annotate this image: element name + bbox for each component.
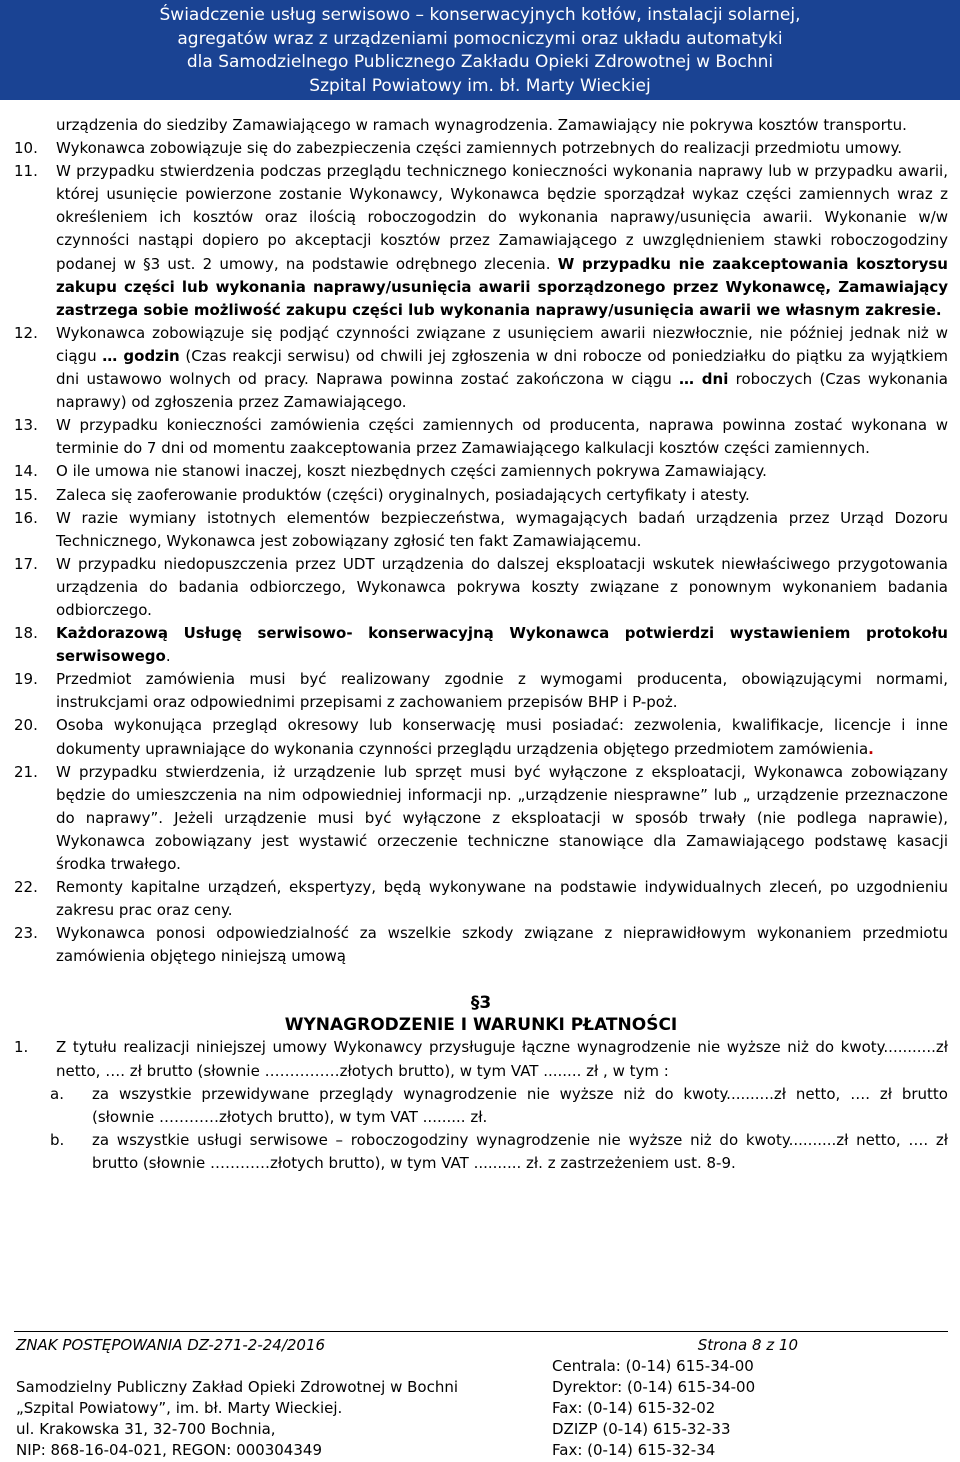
item-text-normal: Wykonawca zobowiązuje się podjąć czynności związane z usunięciem awarii niezwłocznie, nie później jednak niż w ciągu	[56, 323, 948, 365]
item-text	[56, 322, 948, 414]
sub-list-item	[14, 1129, 948, 1175]
sub-list-item	[14, 1083, 948, 1129]
list-item	[14, 922, 948, 968]
item-text: Remonty kapitalne urządzeń, ekspertyzy, będą wykonywane na podstawie indywidualnych zleceń, po uzgodnieniu zakresu prac oraz ceny.	[56, 878, 948, 920]
list-item	[14, 761, 948, 876]
sub-item-text: za wszystkie przewidywane przeglądy wynagrodzenie nie wyższe niż do kwoty..........zł netto, …. zł brutto (słownie …………złotych brutto), w tym VAT ......... zł.	[92, 1084, 948, 1126]
item-text: W przypadku stwierdzenia, iż urządzenie lub sprzęt musi być wyłączone z eksploatacji, Wykonawca zobowiązany będzie do umieszczenia na nim odpowiedniej informacji np. „urządzenie niesprawne” lub „ urządzenie przeznaczone do naprawy”. Jeżeli urządzenie musi być wyłączone z eksploatacji w sposób trwały (nie podlega naprawie), Wykonawca zobowiązany jest wystawić orzeczenie techniczne stanowiące dla Zamawiającego podstawę kasacji środka trwałego.	[56, 762, 948, 873]
item-text	[56, 622, 948, 668]
footer-address-line: Samodzielny Publiczny Zakład Opieki Zdrowotnej w Bochni	[16, 1378, 459, 1396]
footer-columns	[14, 1356, 948, 1461]
list-item	[14, 876, 948, 922]
continuation-paragraph: urządzenia do siedziby Zamawiającego w ramach wynagrodzenia. Zamawiający nie pokrywa kosztów transportu.	[56, 116, 907, 134]
item-number: 21.	[14, 762, 38, 781]
item-text-normal: (Czas reakcji serwisu) od chwili jej zgłoszenia w dni robocze od poniedziałku do piątku za wyjątkiem dni ustawowo wolnych od pracy. Naprawa powinna zostać zakończona w ciągu	[56, 346, 948, 389]
item-text-bold: Każdorazową Usługę serwisowo- konserwacyjną Wykonawca potwierdzi wystawieniem protokołu serwisowego	[56, 624, 948, 666]
footer-contact-line: Fax: (0-14) 615-32-34	[552, 1441, 716, 1459]
header-line: agregatów wraz z urządzeniami pomocniczymi oraz układu automatyki	[177, 28, 783, 49]
footer-address-line: ul. Krakowska 31, 32-700 Bochnia,	[16, 1420, 276, 1438]
item-number: 11.	[14, 162, 38, 181]
header-line: Szpital Powiatowy im. bł. Marty Wieckiej	[309, 75, 651, 96]
item-number: 19.	[14, 670, 38, 689]
footer-top-row	[14, 1332, 948, 1356]
page-header	[0, 0, 960, 100]
item-text: Wykonawca zobowiązuje się do zabezpieczenia części zamiennych potrzebnych do realizacji przedmiotu umowy.	[56, 139, 902, 158]
list-item	[14, 714, 948, 760]
footer-contacts	[552, 1356, 948, 1461]
item-number: 22.	[14, 878, 38, 897]
item-text-normal: .	[165, 647, 171, 666]
item-text: Wykonawca ponosi odpowiedzialność za wszelkie szkody związane z nieprawidłowym wykonaniem przedmiotu zamówienia objętego niniejszą umową	[56, 924, 948, 966]
item-text-normal: roboczych (Czas wykonania naprawy) od zgłoszenia przez Zamawiającego.	[56, 370, 948, 412]
item-number: 17.	[14, 554, 38, 573]
sub-item-letter: a.	[50, 1084, 64, 1103]
header-line: dla Samodzielnego Publicznego Zakładu Opieki Zdrowotnej w Bochni	[186, 52, 774, 72]
sub-item-text: za wszystkie usługi serwisowe – roboczogodziny wynagrodzenie nie wyższe niż do kwoty..........zł netto, …. zł brutto (słownie …………złotych brutto), w tym VAT .......... zł. z zastrzeżeniem ust. 8-9.	[92, 1130, 948, 1172]
item-text: W przypadku konieczności zamówienia części zamiennych od producenta, naprawa powinna zostać wykonana w terminie do 7 dni od momentu zaakceptowania przez Zamawiającego kalkulacji kosztów części zamiennych.	[56, 416, 948, 458]
page-number: Strona 8 z 10	[697, 1336, 798, 1354]
reaction-time-blank: … godzin	[102, 346, 180, 365]
footer-contact-line: DZIZP (0-14) 615-32-33	[552, 1420, 731, 1438]
header-line: Świadczenie usług serwisowo – konserwacyjnych kotłów, instalacji solarnej,	[159, 5, 801, 25]
item-number: 23.	[14, 924, 38, 943]
footer-contact-line: Dyrektor: (0-14) 615-34-00	[552, 1378, 756, 1396]
repair-time-blank: … dni	[679, 370, 729, 389]
list-item	[14, 668, 948, 714]
list-item	[14, 553, 948, 622]
item-number: 15.	[14, 485, 38, 504]
item-number: 12.	[14, 323, 38, 342]
item-number: 1.	[14, 1038, 29, 1057]
item-text	[56, 160, 948, 322]
list-item	[14, 414, 948, 460]
footer-contact-line: Centrala: (0-14) 615-34-00	[552, 1357, 754, 1375]
sub-item-letter: b.	[50, 1130, 65, 1149]
list-item	[14, 507, 948, 553]
footer-address	[14, 1356, 552, 1461]
list-item	[14, 160, 948, 322]
red-period: .	[868, 739, 874, 758]
item-text-bold: W przypadku nie zaakceptowania kosztorysu zakupu części lub wykonania naprawy/usunięcia awarii sporządzonego przez Wykonawcę, Zamawiający zastrzega sobie możliwość zakupu części lub wykonania naprawy/usunięcia awarii we własnym zakresie.	[56, 254, 948, 319]
footer-address-line: NIP: 868-16-04-021, REGON: 000304349	[16, 1441, 322, 1459]
item-text: Zaleca się zaoferowanie produktów (części) oryginalnych, posiadających certyfikaty i atesty.	[56, 485, 750, 504]
footer-contact-line: Fax: (0-14) 615-32-02	[552, 1399, 716, 1417]
footer-address-line: „Szpital Powiatowy”, im. bł. Marty Wieckiej.	[16, 1399, 343, 1417]
item-text-normal: W przypadku stwierdzenia podczas przeglądu technicznego konieczności wykonania naprawy lub w przypadku awarii, której usunięcie powierzone zostanie Wykonawcy, Wykonawca będzie sporządzał wykaz części zamiennych wraz z określeniem ich kosztów oraz ilością roboczogodzin do wykonania naprawy/usunięcia awarii. Wykonanie w/w czynności nastąpi dopiero po akceptacji kosztów przez Zamawiającego z uwzględnieniem stawki roboczogodziny podanej w §3 ust. 2 umowy, na podstawie odrębnego zlecenia.	[56, 162, 948, 273]
list-item	[14, 137, 948, 160]
list-item	[14, 322, 948, 414]
list-item	[14, 460, 948, 483]
section-title: WYNAGRODZENIE I WARUNKI PŁATNOŚCI	[284, 1015, 678, 1036]
item-text: O ile umowa nie stanowi inaczej, koszt niezbędnych części zamiennych pokrywa Zamawiający.	[56, 462, 767, 481]
item-text: Z tytułu realizacji niniejszej umowy Wykonawcy przysługuje łączne wynagrodzenie nie wyższe niż do kwoty...........zł netto, …. zł brutto (słownie ……………złotych brutto), w tym VAT ........ zł , w tym :	[56, 1038, 948, 1080]
item-number: 10.	[14, 139, 38, 158]
list-item	[14, 484, 948, 507]
item-text: W przypadku niedopuszczenia przez UDT urządzenia do dalszej eksploatacji wskutek niewłaściwego przygotowania urządzenia do badania odbiorczego, Wykonawca pokrywa koszty związane z ponownym wykonaniem badania odbiorczego.	[56, 554, 948, 619]
item-number: 16.	[14, 508, 38, 527]
document-body	[14, 114, 948, 1175]
item-text: Przedmiot zamówienia musi być realizowany zgodnie z wymogami producenta, obowiązującymi normami, instrukcjami oraz odpowiednimi przepisami z zachowaniem przepisów BHP i P-poż.	[56, 670, 948, 712]
item-text-normal: Osoba wykonująca przegląd okresowy lub konserwację musi posiadać: zezwolenia, kwalifikacje, licencje i inne dokumenty uprawniające do wykonania czynności przeglądu urządzenia objętego przedmiotem zamówienia	[56, 716, 948, 758]
item-number: 18.	[14, 624, 38, 643]
case-number: ZNAK POSTĘPOWANIA DZ-271-2-24/2016	[16, 1336, 326, 1354]
section-symbol: §3	[470, 993, 492, 1014]
item-number: 20.	[14, 716, 38, 735]
item-number: 14.	[14, 462, 38, 481]
item-number: 13.	[14, 416, 38, 435]
item-text	[56, 714, 948, 760]
list-item	[14, 622, 948, 668]
page-footer	[14, 1331, 948, 1461]
item-text: W razie wymiany istotnych elementów bezpieczeństwa, wymagających badań urządzenia przez Urząd Dozoru Technicznego, Wykonawca jest zobowiązany zgłosić ten fakt Zamawiającemu.	[56, 508, 948, 550]
list-item	[14, 1036, 948, 1082]
